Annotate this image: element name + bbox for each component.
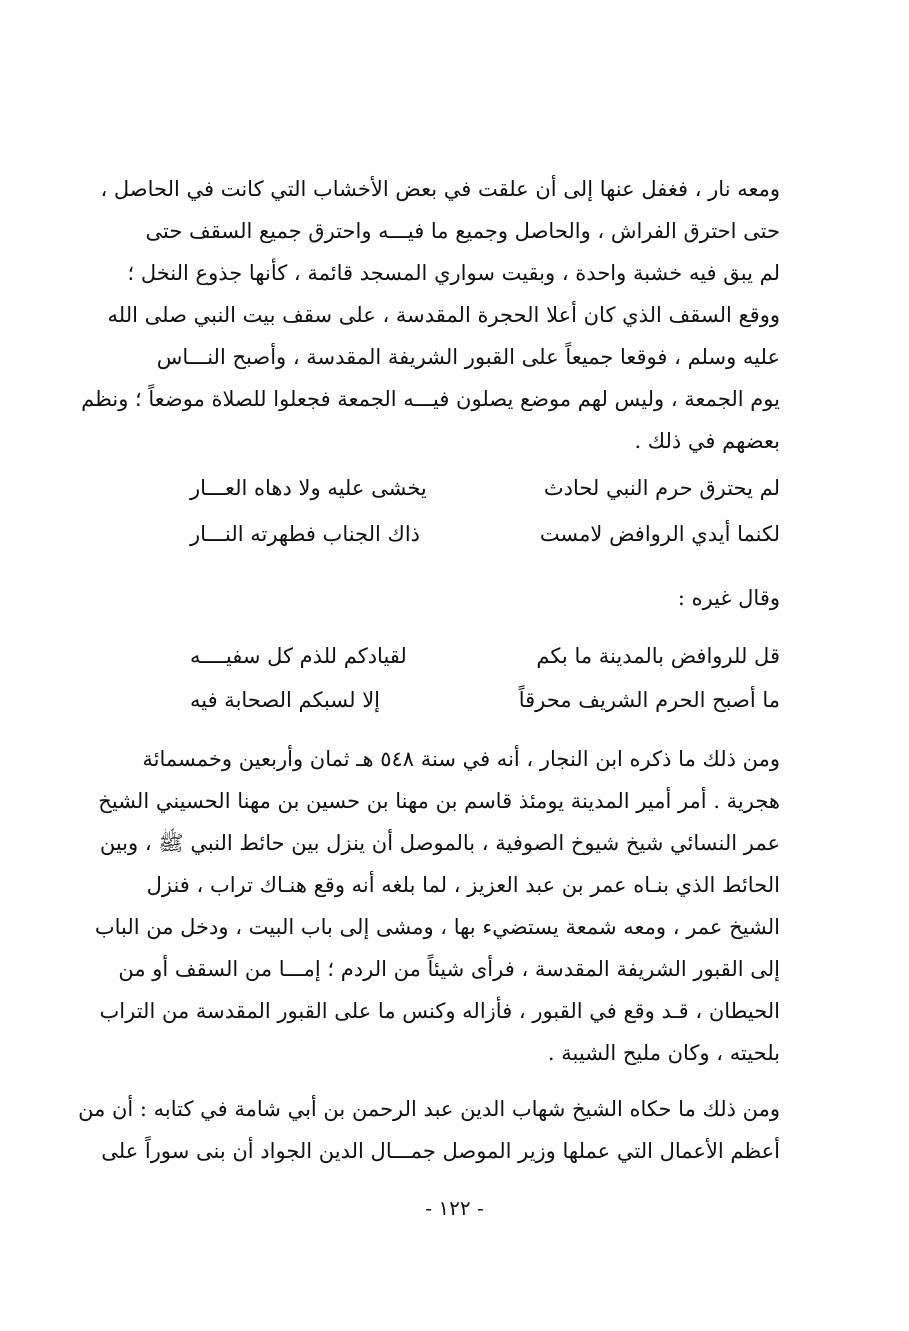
verse-second-hemistich: إلا لسبكم الصحابة فيه — [190, 688, 381, 712]
paragraph-ibn-najjar — [94, 738, 780, 1074]
verse-second-hemistich: يخشى عليه ولا دهاه العـــار — [190, 476, 427, 500]
verse-first-hemistich: لم يحترق حرم النبي لحادث — [543, 476, 780, 500]
text-line: ومن ذلك ما ذكره ابن النجار ، أنه في سنة ٥٤٨ هـ ثمان وأربعين وخمسمائة — [142, 747, 780, 771]
paragraph-fire — [81, 168, 780, 462]
poem-verse — [150, 468, 780, 508]
verse-first-hemistich: لكنما أيدي الروافض لامست — [539, 522, 780, 546]
text-line: ومعه نار ، فغفل عنها إلى أن علقت في بعض الأخشاب التي كانت في الحاصل ، — [100, 177, 780, 201]
verse-first-hemistich: قل للروافض بالمدينة ما بكم — [536, 644, 780, 668]
verse-first-hemistich: ما أصبح الحرم الشريف محرقاً — [518, 688, 780, 712]
text-line: إلى القبور الشريفة المقدسة ، فرأى شيئاً من الردم ؛ إمـــا من السقف أو من — [118, 957, 780, 981]
poem-verse — [150, 636, 780, 676]
verse-second-hemistich: لقيادكم للذم كل سفيــــه — [190, 644, 407, 668]
text-line: ومن ذلك ما حكاه الشيخ شهاب الدين عبد الرحمن بن أبي شامة في كتابه : أن من — [78, 1097, 780, 1121]
paragraph-abu-shama — [78, 1088, 780, 1172]
text-line: عليه وسلم ، فوقعا جميعاً على القبور الشريفة المقدسة ، وأصبح النـــاس — [156, 345, 780, 369]
text-line: هجرية . أمر أمير المدينة يومئذ قاسم بن مهنا بن حسين بن مهنا الحسيني الشيخ — [98, 789, 780, 813]
text-line: حتى احترق الفراش ، والحاصل وجميع ما فيـــه واحترق جميع السقف حتى — [145, 219, 780, 243]
verse-second-hemistich: ذاك الجناب فطهرته النـــار — [190, 522, 421, 546]
text-line: الحائط الذي بنـاه عمر بن عبد العزيز ، لما بلغه أنه وقع هنـاك تراب ، فنزل — [146, 873, 780, 897]
text-line: الحيطان ، قـد وقع في القبور ، فأزاله وكنس ما على القبور المقدسة من التراب — [99, 999, 780, 1023]
text-line: عمر النسائي شيخ شيوخ الصوفية ، بالموصل أن ينزل بين حائط النبي ﷺ ، وبين — [99, 831, 780, 855]
poem-verse — [150, 680, 780, 720]
page-number: - ١٢٢ - — [425, 1196, 484, 1220]
text-line: ووقع السقف الذي كان أعلا الحجرة المقدسة ، على سقف بيت النبي صلى الله — [107, 303, 780, 327]
text-line: بلحيته ، وكان مليح الشيبة . — [547, 1041, 780, 1065]
text-line: لم يبق فيه خشبة واحدة ، وبقيت سواري المسجد قائمة ، كأنها جذوع النخل ؛ — [127, 261, 780, 285]
poem-intro: وقال غيره : — [677, 586, 780, 610]
text-line: أعظم الأعمال التي عملها وزير الموصل جمـــال الدين الجواد أن بنى سوراً على — [101, 1139, 780, 1163]
text-line: بعضهم في ذلك . — [634, 429, 780, 453]
text-line: يوم الجمعة ، وليس لهم موضع يصلون فيـــه الجمعة فجعلوا للصلاة موضعاً ؛ ونظم — [81, 387, 780, 411]
poem-verse — [150, 514, 780, 554]
text-line: الشيخ عمر ، ومعه شمعة يستضيء بها ، ومشى إلى باب البيت ، ودخل من الباب — [94, 915, 780, 939]
